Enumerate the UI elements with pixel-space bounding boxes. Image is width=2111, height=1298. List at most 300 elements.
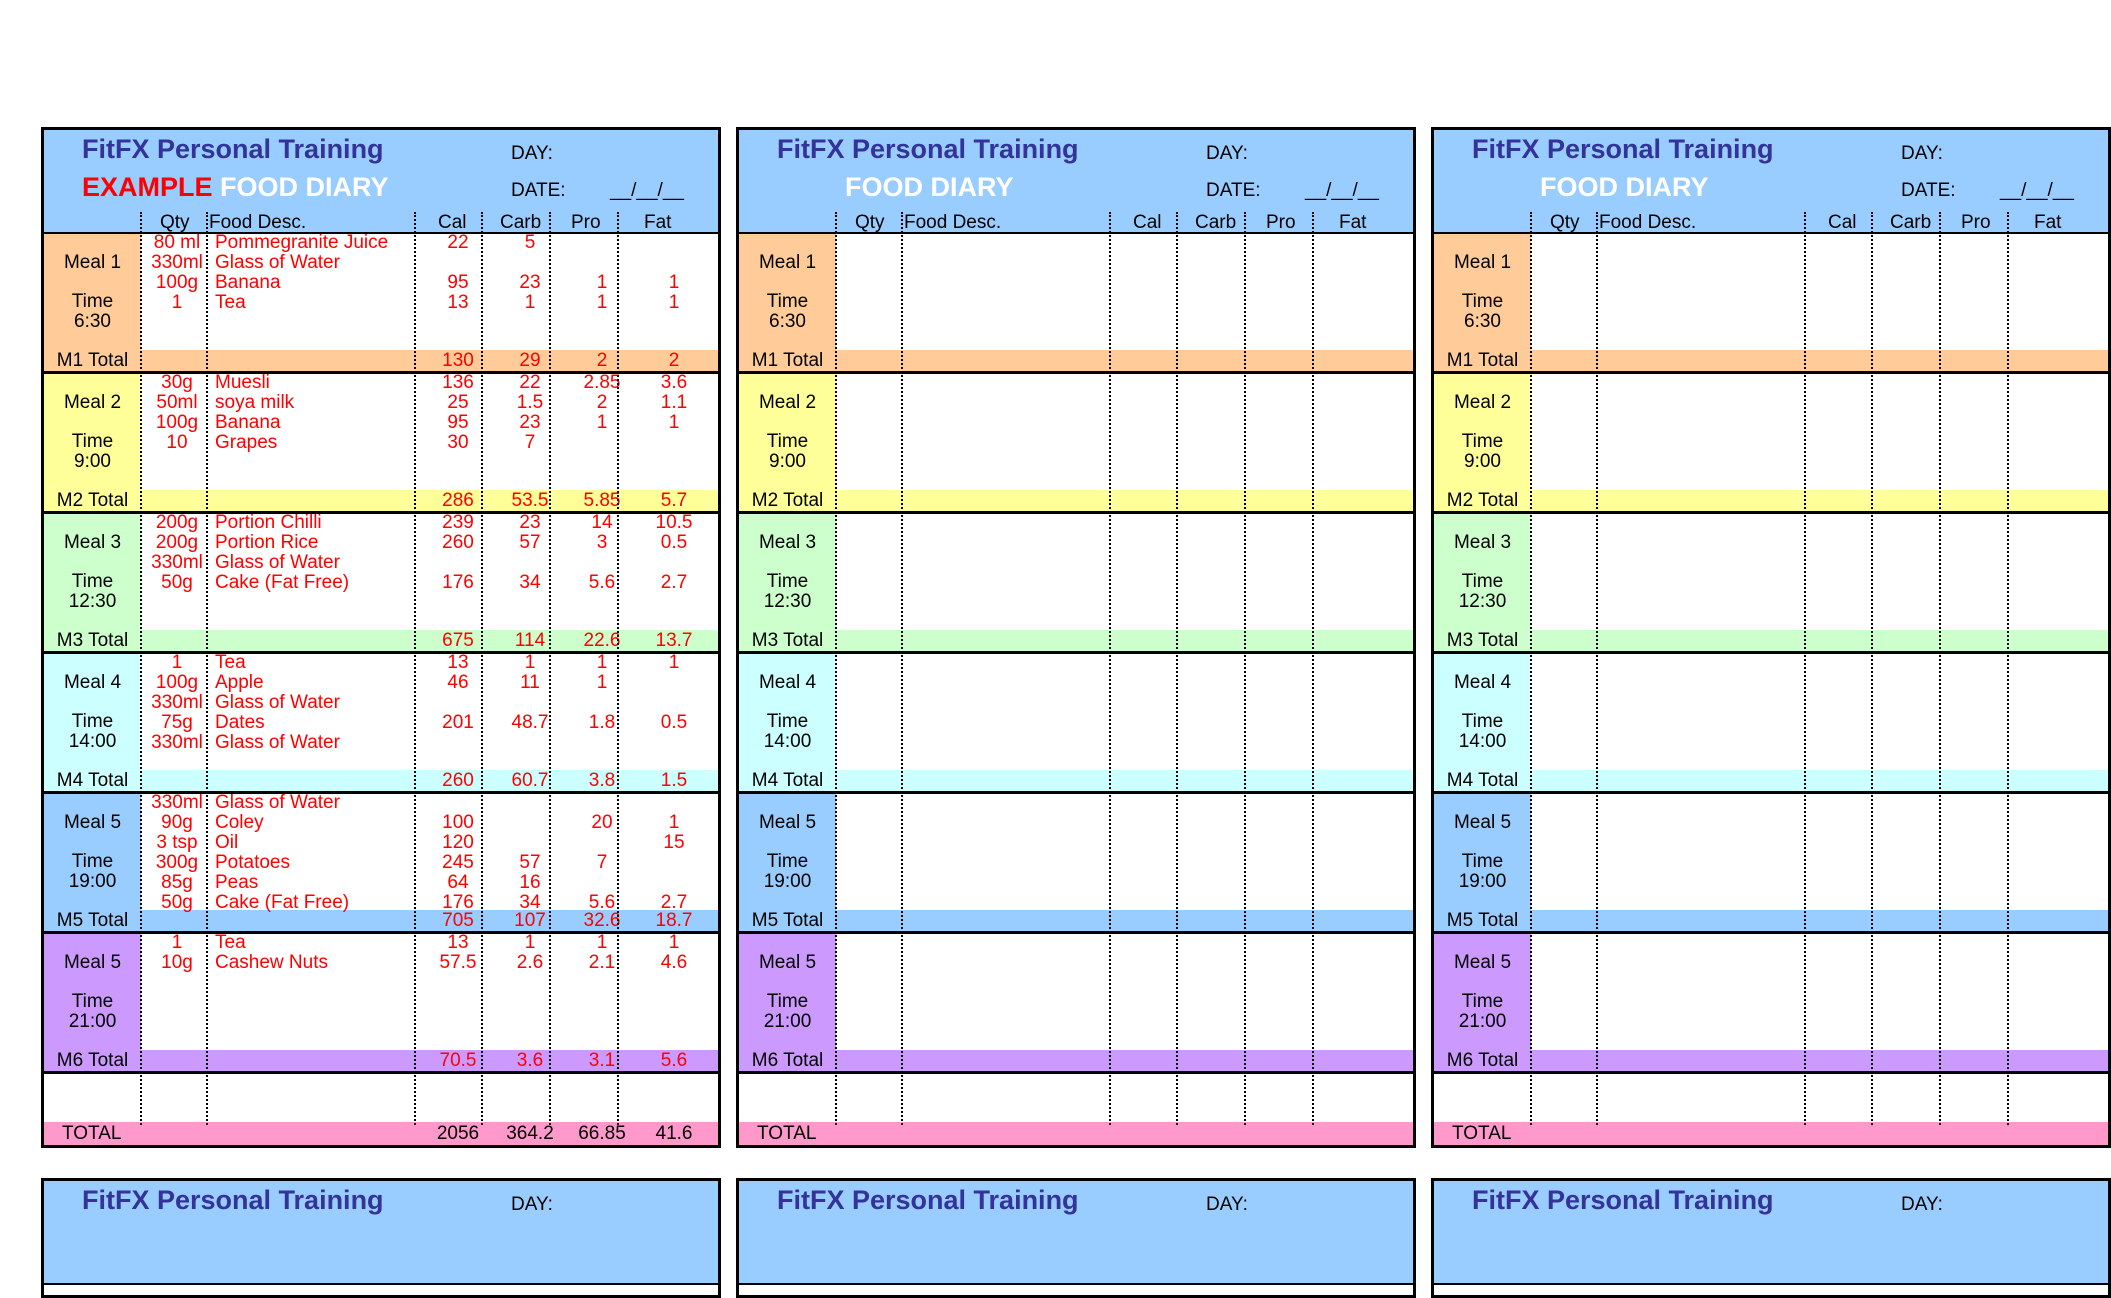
entry-food[interactable]: Muesli	[215, 372, 270, 393]
day-field-label: DAY:	[1901, 1194, 1943, 1215]
entry-carb[interactable]: 1	[524, 932, 536, 953]
entry-food[interactable]: Coley	[215, 812, 264, 833]
entry-cal[interactable]: 176	[442, 572, 474, 593]
entry-pro[interactable]: 3	[596, 532, 608, 553]
entry-cal[interactable]: 57.5	[439, 952, 477, 973]
day-field-label: DAY:	[511, 143, 553, 164]
meal-label: Meal 1	[758, 252, 817, 273]
entry-cal[interactable]: 64	[447, 872, 469, 893]
entry-qty[interactable]: 330ml	[151, 252, 203, 273]
entry-cal[interactable]: 100	[442, 812, 474, 833]
time-label: Time	[766, 991, 809, 1012]
meal-total-carb: 60.7	[511, 770, 549, 791]
entry-qty[interactable]: 100g	[155, 412, 199, 433]
entry-fat[interactable]: 1.1	[660, 392, 688, 413]
time-label: Time	[766, 291, 809, 312]
entry-cal[interactable]: 136	[442, 372, 474, 393]
column-header-food: Food Desc.	[1599, 212, 1697, 233]
meal-total-bar	[836, 630, 1413, 651]
food-diary-label: FOOD DIARY	[845, 172, 1014, 202]
meal-total-label: M1 Total	[1446, 350, 1519, 371]
meal-total-carb: 114	[514, 630, 546, 651]
meal-time[interactable]: 19:00	[763, 871, 812, 892]
time-label: Time	[766, 571, 809, 592]
entry-fat[interactable]: 0.5	[660, 712, 688, 733]
meal-total-pro: 3.8	[588, 770, 616, 791]
time-label: Time	[71, 711, 114, 732]
meal-time[interactable]: 9:00	[1464, 451, 1501, 472]
entry-carb[interactable]: 1.5	[516, 392, 544, 413]
meal-label: Meal 4	[63, 672, 122, 693]
meal-total-pro: 32.6	[583, 910, 621, 931]
food-diary-sheet-next	[41, 1178, 721, 1298]
entry-cal[interactable]: 201	[442, 712, 474, 733]
entry-qty[interactable]: 1	[171, 292, 183, 313]
entry-food[interactable]: Tea	[215, 652, 246, 673]
day-field-label: DAY:	[1206, 1194, 1248, 1215]
column-header-food: Food Desc.	[904, 212, 1002, 233]
meal-label: Meal 3	[758, 532, 817, 553]
meal-total-label: M5 Total	[1446, 910, 1519, 931]
entry-pro[interactable]: 1.8	[588, 712, 616, 733]
entry-carb[interactable]: 57	[519, 852, 541, 873]
entry-cal[interactable]: 13	[447, 652, 469, 673]
column-divider	[206, 212, 208, 1125]
entry-pro[interactable]: 2.1	[588, 952, 616, 973]
column-divider	[481, 212, 483, 1125]
entry-fat[interactable]: 1	[668, 272, 680, 293]
meal-total-label: M6 Total	[56, 1050, 129, 1071]
entry-pro[interactable]: 1	[596, 932, 608, 953]
grand-total-carb: 364.2	[506, 1123, 554, 1144]
entry-food[interactable]: Glass of Water	[215, 252, 340, 273]
meal-total-bar	[141, 770, 718, 791]
entry-qty[interactable]: 1	[171, 932, 183, 953]
entry-cal[interactable]: 30	[447, 432, 469, 453]
grand-total-cal: 2056	[436, 1123, 480, 1144]
column-header-cal: Cal	[438, 212, 467, 233]
entry-food[interactable]: Tea	[215, 292, 246, 313]
entry-qty[interactable]: 300g	[155, 852, 199, 873]
meal-total-label: M1 Total	[751, 350, 824, 371]
entry-carb[interactable]: 5	[524, 232, 536, 253]
entry-fat[interactable]: 1	[668, 652, 680, 673]
meal-total-cal: 130	[442, 350, 474, 371]
meal-total-label: M4 Total	[1446, 770, 1519, 791]
entry-qty[interactable]: 330ml	[151, 692, 203, 713]
entry-qty[interactable]: 85g	[161, 872, 193, 893]
column-divider	[1871, 212, 1873, 1125]
meal-total-cal: 260	[442, 770, 474, 791]
entry-carb[interactable]: 11	[520, 672, 540, 693]
meal-total-bar	[1531, 350, 2108, 371]
meal-time[interactable]: 19:00	[68, 871, 117, 892]
entry-pro[interactable]: 14	[591, 512, 613, 533]
meal-total-fat: 5.6	[660, 1050, 688, 1071]
entry-food[interactable]: Glass of Water	[215, 552, 340, 573]
meal-label: Meal 1	[1453, 252, 1512, 273]
meal-total-fat: 13.7	[655, 630, 693, 651]
food-diary-label: FOOD DIARY	[1540, 172, 1709, 202]
meal-total-bar	[141, 910, 718, 931]
brand-title: FitFX Personal Training	[777, 134, 1079, 164]
meal-time[interactable]: 14:00	[1458, 731, 1507, 752]
entry-food[interactable]: Cake (Fat Free)	[215, 572, 350, 593]
entry-carb[interactable]: 2.6	[516, 952, 544, 973]
column-header-qty: Qty	[855, 212, 885, 233]
entry-food[interactable]: Potatoes	[215, 852, 290, 873]
meal-total-bar	[1531, 490, 2108, 511]
column-divider	[1176, 212, 1178, 1125]
meal-total-label: M2 Total	[1446, 490, 1519, 511]
meal-total-label: M3 Total	[56, 630, 129, 651]
time-label: Time	[71, 431, 114, 452]
meal-total-bar	[1531, 630, 2108, 651]
column-header-qty: Qty	[1550, 212, 1580, 233]
column-divider	[1244, 212, 1246, 1125]
entry-qty[interactable]: 50g	[161, 892, 193, 913]
entry-fat[interactable]: 1	[668, 292, 680, 313]
meal-total-bar	[836, 490, 1413, 511]
column-divider	[1312, 212, 1314, 1125]
entry-fat[interactable]: 1	[668, 932, 680, 953]
entry-food[interactable]: Oil	[215, 832, 239, 853]
meal-total-label: M2 Total	[56, 490, 129, 511]
entry-fat[interactable]: 10.5	[655, 512, 693, 533]
column-header-pro: Pro	[571, 212, 601, 233]
entry-qty[interactable]: 200g	[155, 512, 199, 533]
entry-fat[interactable]: 2.7	[660, 892, 688, 913]
entry-food[interactable]: Glass of Water	[215, 692, 340, 713]
meal-total-cal: 705	[442, 910, 474, 931]
column-header-fat: Fat	[2034, 212, 2062, 233]
column-header-cal: Cal	[1133, 212, 1162, 233]
column-divider	[1530, 212, 1532, 1125]
column-divider	[1939, 212, 1941, 1125]
diary-subtitle	[1540, 172, 1709, 203]
entry-cal[interactable]: 120	[442, 832, 474, 853]
grand-total-pro: 66.85	[578, 1123, 626, 1144]
entry-qty[interactable]: 100g	[155, 272, 199, 293]
entry-pro[interactable]: 5.6	[588, 892, 616, 913]
entry-qty[interactable]: 330ml	[151, 792, 203, 813]
meal-total-pro: 2	[596, 350, 608, 371]
meal-total-pro: 22.6	[583, 630, 621, 651]
entry-qty[interactable]: 10g	[161, 952, 193, 973]
column-header-carb: Carb	[1195, 212, 1237, 233]
meal-total-fat: 5.7	[660, 490, 688, 511]
time-label: Time	[1461, 571, 1504, 592]
entry-pro[interactable]: 1	[596, 672, 608, 693]
column-header-fat: Fat	[1339, 212, 1367, 233]
entry-pro[interactable]: 2.85	[583, 372, 621, 393]
meal-label: Meal 3	[63, 532, 122, 553]
time-label: Time	[766, 851, 809, 872]
meal-total-bar	[836, 1050, 1413, 1071]
column-header-cal: Cal	[1828, 212, 1857, 233]
meal-total-cal: 286	[442, 490, 474, 511]
entry-qty[interactable]: 100g	[155, 672, 199, 693]
entry-food[interactable]: Dates	[215, 712, 265, 733]
entry-qty[interactable]: 75g	[161, 712, 193, 733]
entry-carb[interactable]: 23	[519, 412, 541, 433]
entry-food[interactable]: Glass of Water	[215, 792, 340, 813]
date-field-input[interactable]: __/__/__	[610, 180, 684, 201]
entry-qty[interactable]: 30g	[161, 372, 193, 393]
meal-label: Meal 5	[63, 952, 122, 973]
column-header-qty: Qty	[160, 212, 190, 233]
meal-total-bar	[141, 630, 718, 651]
meal-time[interactable]: 6:30	[1464, 311, 1501, 332]
meal-total-fat: 2	[668, 350, 680, 371]
meal-label: Meal 5	[63, 812, 122, 833]
meal-total-carb: 107	[514, 910, 546, 931]
meal-time[interactable]: 12:30	[68, 591, 117, 612]
food-diary-sheet	[41, 127, 721, 1148]
meal-label: Meal 3	[1453, 532, 1512, 553]
meal-total-pro: 5.85	[583, 490, 621, 511]
meal-total-bar	[836, 910, 1413, 931]
day-field-label: DAY:	[1206, 143, 1248, 164]
time-label: Time	[1461, 711, 1504, 732]
entry-cal[interactable]: 22	[447, 232, 469, 253]
entry-cal[interactable]: 239	[442, 512, 474, 533]
entry-carb[interactable]: 23	[519, 272, 541, 293]
meal-total-fat: 18.7	[655, 910, 693, 931]
entry-cal[interactable]: 245	[442, 852, 474, 873]
meal-label: Meal 1	[63, 252, 122, 273]
meal-label: Meal 5	[758, 812, 817, 833]
column-header-pro: Pro	[1266, 212, 1296, 233]
time-label: Time	[1461, 851, 1504, 872]
entry-pro[interactable]: 1	[596, 292, 608, 313]
entry-food[interactable]: Banana	[215, 412, 281, 433]
entry-pro[interactable]: 2	[596, 392, 608, 413]
meal-total-label: M3 Total	[1446, 630, 1519, 651]
entry-food[interactable]: Portion Rice	[215, 532, 319, 553]
entry-food[interactable]: Pommegranite Juice	[215, 232, 389, 253]
entry-qty[interactable]: 80 ml	[153, 232, 201, 253]
entry-food[interactable]: Glass of Water	[215, 732, 340, 753]
diary-subtitle	[845, 172, 1014, 203]
meal-label: Meal 2	[1453, 392, 1512, 413]
diary-header	[739, 1181, 1413, 1285]
meal-label: Meal 4	[758, 672, 817, 693]
meal-total-label: M5 Total	[751, 910, 824, 931]
entry-fat[interactable]: 15	[663, 832, 685, 853]
meal-label: Meal 2	[758, 392, 817, 413]
meal-total-pro: 3.1	[588, 1050, 616, 1071]
meal-label: Meal 4	[1453, 672, 1512, 693]
column-divider	[1804, 212, 1806, 1125]
entry-qty[interactable]: 10	[166, 432, 188, 453]
grand-total-row	[1434, 1122, 2108, 1145]
entry-food[interactable]: Grapes	[215, 432, 278, 453]
meal-label: Meal 2	[63, 392, 122, 413]
column-divider	[901, 212, 903, 1125]
grand-total-row	[739, 1122, 1413, 1145]
time-label: Time	[71, 991, 114, 1012]
date-field-label: DATE:	[1206, 180, 1261, 201]
column-divider	[549, 212, 551, 1125]
grand-total-label: TOTAL	[1452, 1123, 1512, 1144]
time-label: Time	[766, 711, 809, 732]
grand-total-row	[44, 1122, 718, 1145]
meal-label: Meal 5	[1453, 952, 1512, 973]
food-diary-sheet-next	[736, 1178, 1416, 1298]
grand-total-fat: 41.6	[655, 1123, 693, 1144]
entry-food[interactable]: soya milk	[215, 392, 295, 413]
column-header-food: Food Desc.	[209, 212, 307, 233]
entry-pro[interactable]: 7	[596, 852, 608, 873]
column-divider	[2007, 212, 2009, 1125]
food-diary-sheet	[1431, 127, 2111, 1148]
column-divider	[140, 212, 142, 1125]
meal-time[interactable]: 6:30	[769, 311, 806, 332]
entry-qty[interactable]: 330ml	[151, 552, 203, 573]
meal-time[interactable]: 14:00	[68, 731, 117, 752]
entry-pro[interactable]: 20	[591, 812, 613, 833]
entry-carb[interactable]: 48.7	[511, 712, 549, 733]
day-field-label: DAY:	[1901, 143, 1943, 164]
entry-carb[interactable]: 22	[519, 372, 541, 393]
meal-time[interactable]: 21:00	[68, 1011, 117, 1032]
entry-fat[interactable]: 1	[668, 412, 680, 433]
meal-total-bar	[836, 350, 1413, 371]
meal-total-fat: 1.5	[660, 770, 688, 791]
date-field-input[interactable]: __/__/__	[2000, 180, 2074, 201]
entry-carb[interactable]: 34	[519, 572, 541, 593]
meal-time[interactable]: 6:30	[74, 311, 111, 332]
entry-food[interactable]: Cashew Nuts	[215, 952, 328, 973]
entry-pro[interactable]: 1	[596, 412, 608, 433]
entry-fat[interactable]: 4.6	[660, 952, 688, 973]
column-header-fat: Fat	[644, 212, 672, 233]
time-label: Time	[766, 431, 809, 452]
entry-carb[interactable]: 34	[519, 892, 541, 913]
meal-total-label: M4 Total	[751, 770, 824, 791]
entry-carb[interactable]: 57	[519, 532, 541, 553]
entry-food[interactable]: Apple	[215, 672, 264, 693]
entry-cal[interactable]: 176	[442, 892, 474, 913]
food-diary-sheet	[736, 127, 1416, 1148]
time-label: Time	[71, 851, 114, 872]
entry-qty[interactable]: 50g	[161, 572, 193, 593]
entry-food[interactable]: Cake (Fat Free)	[215, 892, 350, 913]
brand-title: FitFX Personal Training	[82, 134, 384, 164]
brand-title: FitFX Personal Training	[82, 1185, 384, 1215]
entry-pro[interactable]: 1	[596, 272, 608, 293]
entry-cal[interactable]: 95	[447, 412, 469, 433]
diary-header	[1434, 1181, 2108, 1285]
entry-food[interactable]: Portion Chilli	[215, 512, 322, 533]
entry-fat[interactable]: 2.7	[660, 572, 688, 593]
meal-time[interactable]: 9:00	[769, 451, 806, 472]
entry-fat[interactable]: 1	[668, 812, 680, 833]
meal-total-bar	[1531, 910, 2108, 931]
meal-time[interactable]: 14:00	[763, 731, 812, 752]
meal-total-label: M4 Total	[56, 770, 129, 791]
time-label: Time	[71, 291, 114, 312]
meal-total-cal: 675	[442, 630, 474, 651]
entry-qty[interactable]: 200g	[155, 532, 199, 553]
column-divider	[1596, 212, 1598, 1125]
time-label: Time	[1461, 991, 1504, 1012]
entry-food[interactable]: Peas	[215, 872, 259, 893]
meal-total-cal: 70.5	[439, 1050, 477, 1071]
meal-time[interactable]: 12:30	[763, 591, 812, 612]
entry-cal[interactable]: 95	[447, 272, 469, 293]
time-label: Time	[71, 571, 114, 592]
entry-cal[interactable]: 46	[447, 672, 469, 693]
column-header-pro: Pro	[1961, 212, 1991, 233]
entry-qty[interactable]: 90g	[161, 812, 193, 833]
meal-total-carb: 53.5	[511, 490, 549, 511]
food-diary-sheet-next	[1431, 1178, 2111, 1298]
diary-subtitle	[82, 172, 389, 203]
entry-qty[interactable]: 50ml	[156, 392, 198, 413]
column-divider	[1109, 212, 1111, 1125]
meal-total-carb: 3.6	[516, 1050, 544, 1071]
entry-qty[interactable]: 3 tsp	[156, 832, 198, 853]
entry-pro[interactable]: 5.6	[588, 572, 616, 593]
brand-title: FitFX Personal Training	[1472, 134, 1774, 164]
entry-cal[interactable]: 260	[442, 532, 474, 553]
date-field-input[interactable]: __/__/__	[1305, 180, 1379, 201]
food-diary-label: FOOD DIARY	[220, 172, 389, 202]
meal-total-bar	[1531, 1050, 2108, 1071]
brand-title: FitFX Personal Training	[1472, 1185, 1774, 1215]
meal-time[interactable]: 21:00	[1458, 1011, 1507, 1032]
grand-total-label: TOTAL	[757, 1123, 817, 1144]
day-field-label: DAY:	[511, 1194, 553, 1215]
meal-time[interactable]: 21:00	[763, 1011, 812, 1032]
entry-qty[interactable]: 330ml	[151, 732, 203, 753]
date-field-label: DATE:	[1901, 180, 1956, 201]
entry-cal[interactable]: 13	[447, 292, 469, 313]
entry-carb[interactable]: 1	[524, 652, 536, 673]
time-label: Time	[1461, 431, 1504, 452]
column-header-carb: Carb	[1890, 212, 1932, 233]
entry-cal[interactable]: 13	[447, 932, 469, 953]
meal-time[interactable]: 12:30	[1458, 591, 1507, 612]
entry-carb[interactable]: 1	[524, 292, 536, 313]
entry-carb[interactable]: 16	[519, 872, 541, 893]
meal-total-bar	[141, 490, 718, 511]
meal-time[interactable]: 19:00	[1458, 871, 1507, 892]
brand-title: FitFX Personal Training	[777, 1185, 1079, 1215]
column-divider	[617, 212, 619, 1125]
diary-header	[44, 1181, 718, 1285]
meal-total-bar	[836, 770, 1413, 791]
entry-food[interactable]: Banana	[215, 272, 281, 293]
meal-label: Meal 5	[758, 952, 817, 973]
meal-time[interactable]: 9:00	[74, 451, 111, 472]
meal-total-label: M6 Total	[1446, 1050, 1519, 1071]
entry-pro[interactable]: 1	[596, 652, 608, 673]
entry-qty[interactable]: 1	[171, 652, 183, 673]
meal-total-label: M1 Total	[56, 350, 129, 371]
entry-food[interactable]: Tea	[215, 932, 246, 953]
entry-carb[interactable]: 7	[524, 432, 536, 453]
entry-cal[interactable]: 25	[447, 392, 469, 413]
entry-fat[interactable]: 0.5	[660, 532, 688, 553]
grand-total-label: TOTAL	[62, 1123, 122, 1144]
entry-fat[interactable]: 3.6	[660, 372, 688, 393]
meal-total-label: M6 Total	[751, 1050, 824, 1071]
column-header-carb: Carb	[500, 212, 542, 233]
entry-carb[interactable]: 23	[519, 512, 541, 533]
